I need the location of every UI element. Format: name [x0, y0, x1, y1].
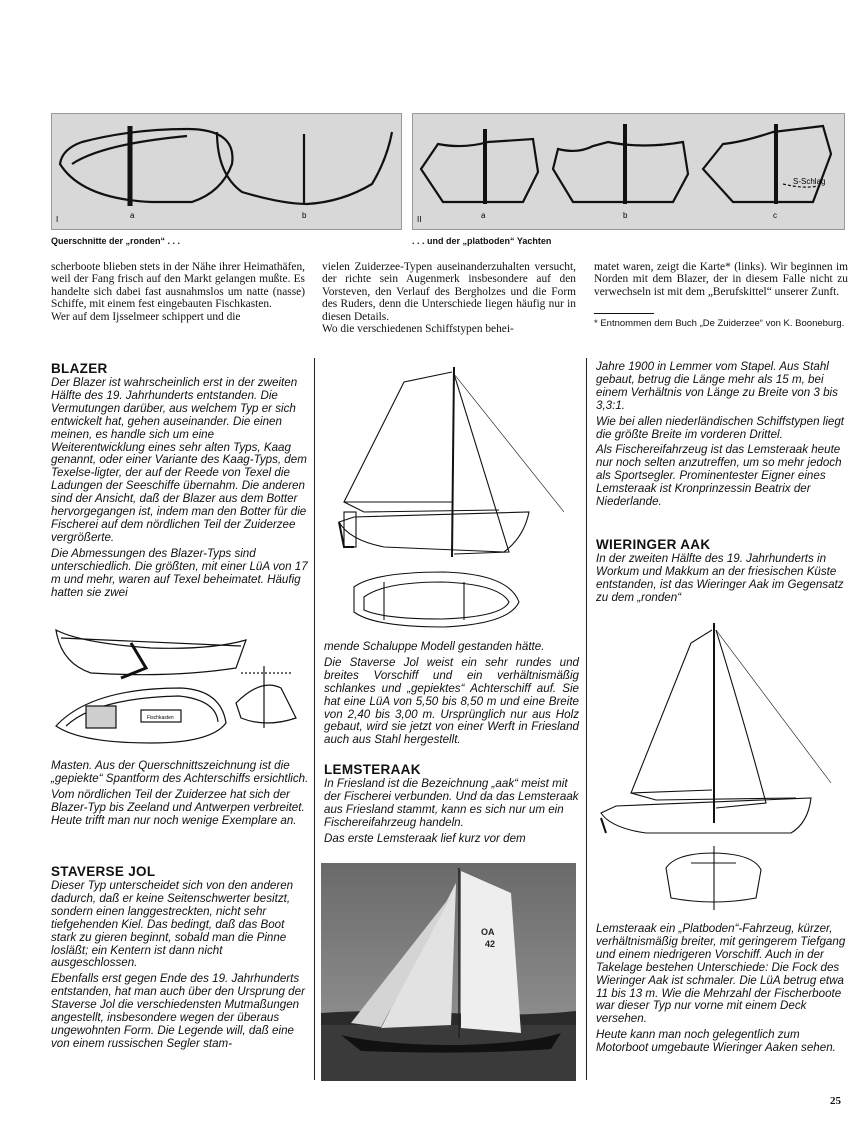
sail-mark-top: OA: [481, 927, 495, 937]
column-rule-2: [586, 358, 587, 1080]
platboden-cross-section-drawing: [413, 114, 844, 229]
blazer-text-1: [51, 377, 309, 602]
panel-left-label-i: I: [56, 215, 59, 224]
staverse-text-2: [324, 641, 579, 750]
intro-column-3: [594, 261, 848, 298]
staverse-para-4: Die Staverse Jol weist ein sehr rundes und breites Vorschiff und ein verhältnismäßig schlankes und „gepiektes“ Achterschiff auf. Sie hat eine LüA von 5,50 bis 8,50 m und eine Breite von 2,40 bis 3,00 m. Ursprünglich nur aus Holz gebaut, wird sie jetzt von einer Werft in Friesland auch aus Stahl hergestellt.: [324, 655, 579, 747]
lemsteraak-text-1: [324, 778, 579, 849]
wieringer-text-2: [596, 923, 848, 1058]
footnote-rule: [594, 313, 654, 314]
staverse-para-3: mende Schaluppe Modell gestanden hätte.: [324, 640, 545, 653]
blazer-heading: BLAZER: [51, 361, 108, 376]
intro-col2-para-1: vielen Zuiderzee-Typen auseinanderzuhalten versucht, der richte sein Augenmerk insbesondere auf den Vorsteven, den Verlauf des Bergholzes und die Form des Ruders, denn die Unterschiede liegen häufig nur in diesen Details.: [322, 261, 576, 323]
staverse-para-1: Dieser Typ unterscheidet sich von den anderen dadurch, daß er keine Seitenschwerter besitzt, sondern einen langgestreckten, nicht sehr tiefgehenden Kiel. Das bedingt, daß das Boot stark zu gieren beginnt, sobald man die Pinne losläßt; ein Kentern ist dann nicht ausgeschlossen.: [51, 879, 294, 970]
lemsteraak-photo: [321, 863, 576, 1081]
lemsteraak-para-2: Das erste Lemsteraak lief kurz vor dem: [324, 831, 526, 845]
ronden-cross-section-drawing: [52, 114, 401, 229]
wieringer-para-3: Heute kann man noch gelegentlich zum Motorboot umgebaute Wieringer Aaken sehen.: [596, 1028, 836, 1055]
staverse-para-2: Ebenfalls erst gegen Ende des 19. Jahrhunderts entstanden, hat man auch über den Ursprung der Staverse Jol die verschiedensten Mutmaßungen angestellt, insbesondere wegen der überaus ungewohnten Form. Die Legende will, daß eine von einem russischen Segler stam-: [51, 972, 305, 1050]
blazer-drawings: [51, 618, 309, 756]
wieringer-text-1: [596, 553, 848, 608]
intro-col3-para-1: matet waren, zeigt die Karte* (links). Wir beginnen im Norden mit dem Blazer, der in diesem Falle nicht zu verwechseln ist mit dem „Berufskittel“ unserer Zunft.: [594, 261, 848, 298]
lemsteraak-para-5: Als Fischereifahrzeug ist das Lemsteraak heute nur noch selten anzutreffen, um so mehr jedoch als Sportsegler. Prominentester Eigner eines Lemsteraak ist Kronprinzessin Beatrix der Niederlande.: [596, 443, 842, 509]
column-rule-1: [314, 358, 315, 1080]
sail-mark-bottom: 42: [485, 939, 496, 949]
caption-ronden: Querschnitte der „ronden“ . . .: [51, 236, 181, 246]
cross-section-panel-ronden: [51, 113, 402, 230]
lemsteraak-para-3: Jahre 1900 in Lemmer vom Stapel. Aus Stahl gebaut, betrug die Länge mehr als 15 m, bei einem Verhältnis von Länge zu Breite von 3 bis 3,3:1.: [596, 360, 838, 412]
footnote: * Entnommen dem Buch „De Zuiderzee“ von K. Booneburg.: [594, 318, 845, 329]
staverse-text-1: [51, 880, 309, 1054]
intro-col1-para-2: Wer auf dem Ijsselmeer schippert und die: [51, 310, 241, 323]
wieringer-aak-heading: WIERINGER AAK: [596, 537, 711, 552]
caption-platboden: . . . und der „platboden“ Yachten: [412, 236, 552, 246]
s-schlag-label: S-Schlag: [793, 177, 826, 186]
wieringer-aak-sail-plan: [596, 618, 848, 910]
fischkasten-label: Fischkasten: [147, 715, 174, 721]
lemsteraak-text-2: [596, 361, 848, 512]
panel-left-label-b: b: [302, 211, 307, 220]
intro-column-1: [51, 261, 305, 323]
intro-column-2: [322, 261, 576, 335]
intro-col1-para-1: scherboote blieben stets in der Nähe ihrer Heimathäfen, weil der Fang frisch auf den Markt gelangen mußte. Es handelte sich dabei fast ausnahmslos um natte (nasse) Schiffe, mit einem fest eingebauten Fischkasten.: [51, 261, 305, 311]
lemsteraak-para-4: Wie bei allen niederländischen Schiffstypen liegt die größte Breite im vorderen Drittel.: [596, 414, 845, 441]
panel-right-label-ii: II: [417, 215, 422, 224]
panel-right-label-c: c: [773, 211, 777, 220]
panel-right-label-b: b: [623, 211, 628, 220]
lemsteraak-heading: LEMSTERAAK: [324, 762, 421, 777]
lemsteraak-para-1: In Friesland ist die Bezeichnung „aak“ meist mit der Fischerei verbunden. Und da das Lemsteraak aus Friesland stammt, kann es sich nur um ein Fischereifahrzeug handeln.: [324, 777, 579, 829]
blazer-para-2: Die Abmessungen des Blazer-Typs sind unterschiedlich. Die größten, mit einer LüA von 17 m und mehr, waren auf Texel beheimatet. Häufig hatten sie zwei: [51, 546, 308, 599]
blazer-text-2: [51, 760, 309, 831]
staverse-jol-sail-plan: [324, 362, 578, 644]
blazer-para-4: Vom nördlichen Teil der Zuiderzee hat sich der Blazer-Typ bis Zeeland und Antwerpen verbreitet. Heute trifft man nur noch wenige Exemplare an.: [51, 787, 305, 827]
wieringer-para-1: In der zweiten Hälfte des 19. Jahrhunderts in Workum und Makkum an der friesischen Küste entstanden, ist das Wieringer Aak im Gegensatz zu dem „ronden“: [596, 552, 844, 604]
panel-left-label-a: a: [130, 211, 135, 220]
intro-col2-para-2: Wo die verschiedenen Schiffstypen behei-: [322, 323, 514, 336]
page-number: 25: [830, 1095, 841, 1107]
wieringer-para-2: Lemsteraak ein „Platboden“-Fahrzeug, kürzer, verhältnismäßig breiter, mit geringerem Tiefgang und einem niedrigeren Vorschiff. Auch in der Takelage bestehen Unterschiede: Die Fock des Wieringer Aak ist schmaler. Die LüA betrug etwa 11 bis 13 m. Wie die Mehrzahl der Fischerboote war dieser Typ nur vorne mit einem Deck versehen.: [596, 922, 846, 1026]
staverse-jol-heading: STAVERSE JOL: [51, 864, 156, 879]
cross-section-panel-platboden: [412, 113, 845, 230]
blazer-para-1: Der Blazer ist wahrscheinlich erst in der zweiten Hälfte des 19. Jahrhunderts entstanden. Die Vermutungen darüber, aus welchem Typ er sich entwickelt hat, gehen auseinander. Die einen meinen, es handle sich um eine Weiterentwicklung eines sehr alten Typs, Kaag genannt, oder einer Variante des Kaag-Typs, dem Texelse-ligter, der auf der Reede von Texel die Ladungen der Seeschiffe übernahm. Die anderen sind der Ansicht, daß der Blazer aus dem Botter hervorgegangen ist, indem man den Botter für die Fischerei auf dem nördlichen Teil der Zuiderzee vergrößerte.: [51, 376, 307, 544]
blazer-para-3: Masten. Aus der Querschnittszeichnung ist die „gepiekte“ Spantform des Achterschiffs ersichtlich.: [51, 759, 309, 785]
panel-right-label-a: a: [481, 211, 486, 220]
